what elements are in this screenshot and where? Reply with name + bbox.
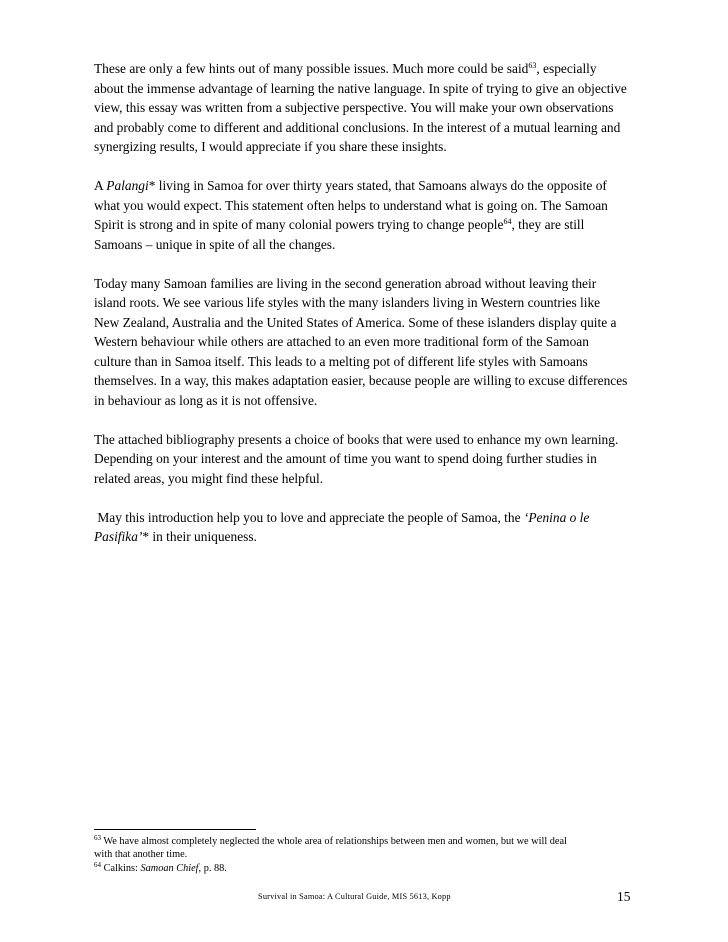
footnote-63-continued: with that another time. (94, 849, 188, 861)
text-line (94, 215, 639, 235)
footnote-text: We have almost completely neglected the whole area of relationships between men and women, but we will deal (101, 836, 567, 847)
text-line: The attached bibliography presents a choice of books that were used to enhance my own learning. (94, 431, 619, 447)
paragraph-closing-wish (94, 508, 639, 547)
text-run: * living in Samoa for over thirty years stated, that Samoans always do the opposite of (148, 178, 607, 193)
paragraph-bibliography (94, 430, 639, 489)
italic-term: ‘Penina o le (523, 509, 590, 525)
footnote-ref-64[interactable]: 64 (503, 217, 512, 226)
text-line (94, 527, 639, 547)
text-line (94, 59, 639, 79)
text-line: in behaviour as long as it is not offensive. (94, 392, 318, 408)
text-line: island roots. We see various life styles with the many islanders living in Western countries like (94, 295, 601, 310)
text-line: Today many Samoan families are living in the second generation abroad without leaving their (94, 275, 597, 291)
text-run: These are only a few hints out of many possible issues. Much more could be said (94, 61, 529, 76)
text-line: about the immense advantage of learning the native language. In spite of trying to give an objective (94, 80, 627, 96)
footnote-book-title: Samoan Chief (140, 862, 199, 874)
text-run: , especially (536, 61, 597, 76)
running-footer: Survival in Samoa: A Cultural Guide, MIS 5613, Kopp (258, 892, 451, 901)
italic-term: Pasifika’ (94, 529, 143, 544)
paragraph-palangi (94, 176, 639, 254)
text-line: synergizing results, I would appreciate if you share these insights. (94, 139, 447, 154)
text-line: what you would expect. This statement often helps to understand what is going on. The Samoan (94, 197, 608, 213)
paragraph-families-abroad (94, 274, 639, 411)
text-run: May this introduction help you to love and appreciate the people of Samoa, the (94, 509, 524, 525)
text-line: and probably come to different and additional conclusions. In the interest of a mutual learning and (94, 119, 621, 135)
footnote-number: 63 (94, 834, 101, 842)
text-line (94, 508, 639, 528)
footnote-number: 64 (94, 860, 101, 869)
footnote-text: Calkins: (101, 862, 141, 874)
text-line: Western behaviour while others are attached to an even more traditional form of the Samoan (94, 334, 589, 349)
text-line: culture than in Samoa itself. This leads to a melting pot of different life styles with Samoans (94, 353, 588, 369)
text-run: A (94, 178, 107, 193)
paragraph-closing-remarks (94, 59, 639, 157)
text-line: Depending on your interest and the amount of time you want to spend doing further studies in (94, 451, 597, 466)
text-line (94, 176, 639, 196)
body-text (94, 59, 639, 566)
text-line: New Zealand, Australia and the United States of America. Some of these islanders display quite a (94, 314, 617, 330)
text-line: related areas, you might find these helpful. (94, 470, 324, 486)
text-line: Samoans – unique in spite of all the changes. (94, 236, 336, 252)
italic-term: Palangi (106, 178, 149, 193)
footnote-63 (94, 835, 639, 848)
text-run: Spirit is strong and in spite of many colonial powers trying to change people (94, 217, 504, 232)
footnote-64 (94, 862, 639, 875)
page-number: 15 (617, 889, 631, 904)
footnote-text: , p. 88. (198, 862, 227, 874)
text-run: , they are still (511, 217, 585, 232)
text-line: view, this essay was written from a subjective perspective. You will make your own observations (94, 100, 614, 115)
text-run: * in their uniqueness. (142, 529, 257, 544)
footnote-separator (94, 829, 256, 830)
footnote-ref-63[interactable]: 63 (528, 61, 537, 70)
text-line: themselves. In a way, this makes adaptation easier, because people are willing to excuse differences (94, 373, 628, 388)
footnotes (94, 835, 639, 875)
